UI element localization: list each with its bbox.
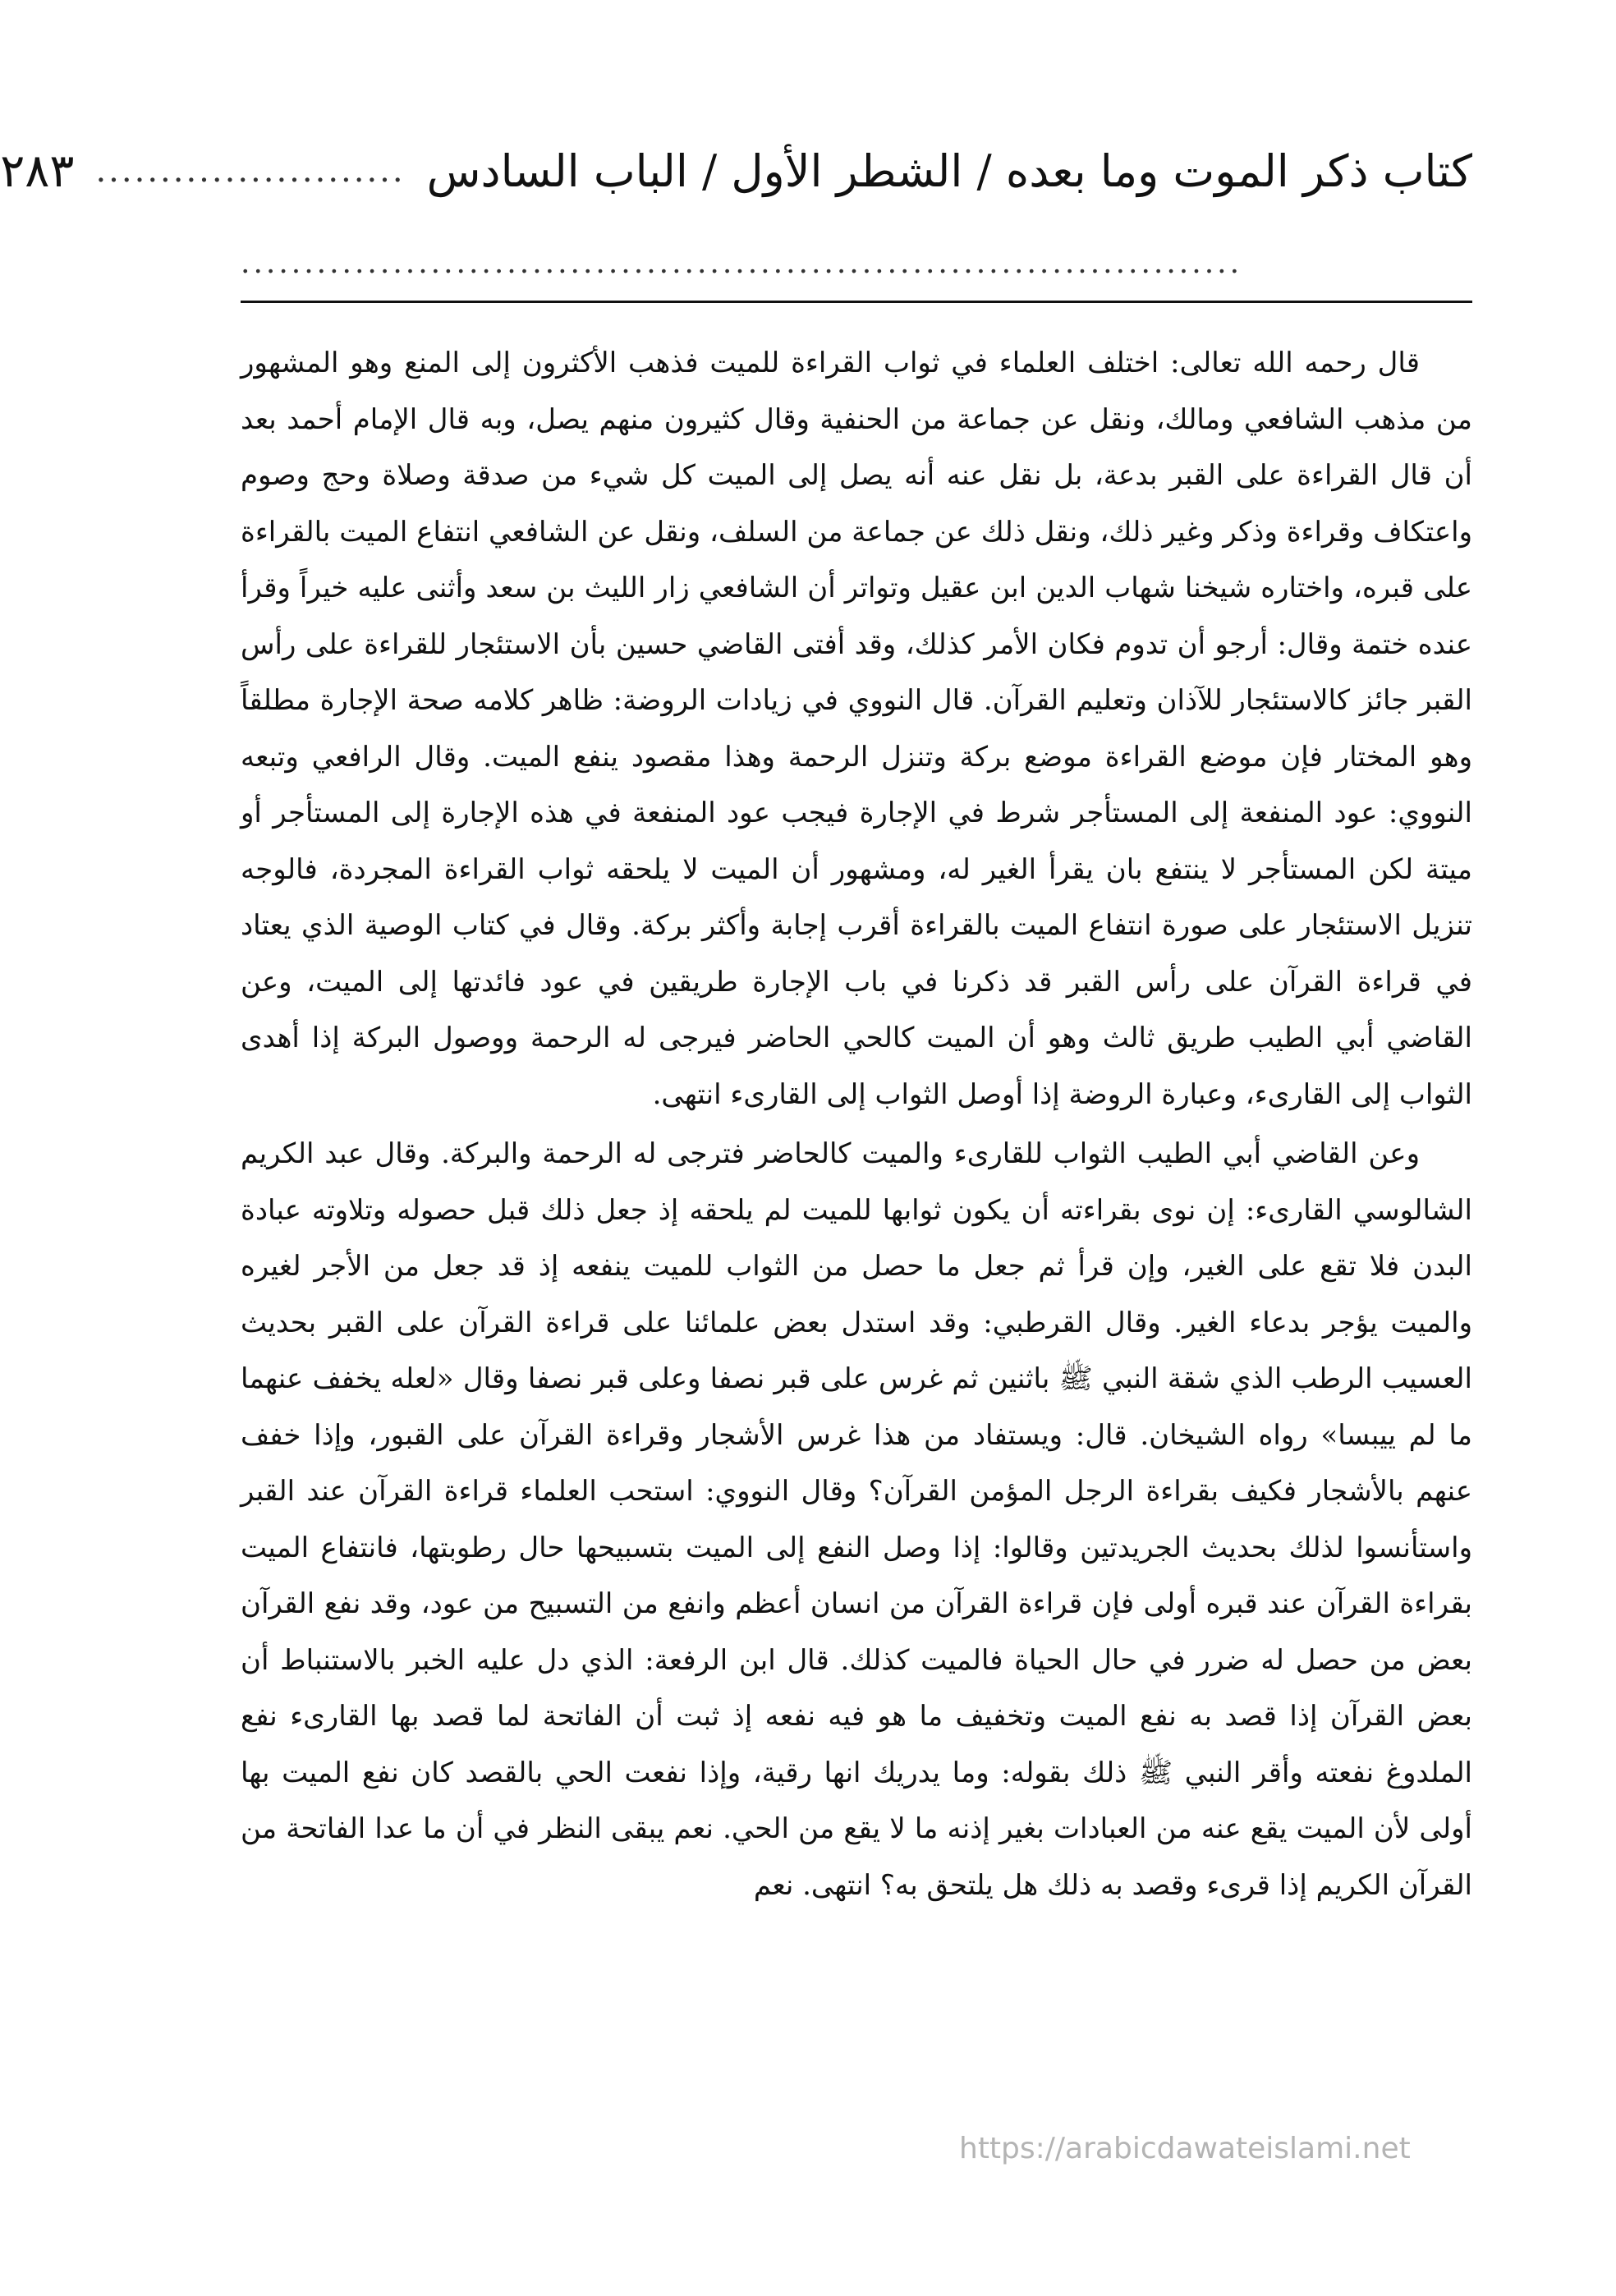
body-text [241, 335, 1472, 1913]
header-title: كتاب ذكر الموت وما بعده / الشطر الأول / الباب السادس [426, 145, 1472, 197]
running-header [0, 138, 1472, 204]
header-rule [241, 301, 1472, 303]
header-leader-dots: ........................ [95, 152, 406, 190]
paragraph-1: قال رحمه الله تعالى: اختلف العلماء في ثواب القراءة للميت فذهب الأكثرون إلى المنع وهو المشهور من مذهب الشافعي ومالك، ونقل عن جماعة من الحنفية وقال كثيرون منهم يصل، وبه قال الإمام أحمد بعد أن قال القراءة على القبر بدعة، بل نقل عنه أنه يصل إلى الميت كل شيء من صدقة وصلاة وحج وصوم واعتكاف وقراءة وذكر وغير ذلك، ونقل ذلك عن جماعة من السلف، ونقل عن الشافعي انتفاع الميت بالقراءة على قبره، واختاره شيخنا شهاب الدين ابن عقيل وتواتر أن الشافعي زار الليث بن سعد وأثنى عليه خيراً وقرأ عنده ختمة وقال: أرجو أن تدوم فكان الأمر كذلك، وقد أفتى القاضي حسين بأن الاستئجار للقراءة على رأس القبر جائز كالاستئجار للآذان وتعليم القرآن. قال النووي في زيادات الروضة: ظاهر كلامه صحة الإجارة مطلقاً وهو المختار فإن موضع القراءة موضع بركة وتنزل الرحمة وهذا مقصود ينفع الميت. وقال الرافعي وتبعه النووي: عود المنفعة إلى المستأجر شرط في الإجارة فيجب عود المنفعة في هذه الإجارة إلى المستأجر أو ميتة لكن المستأجر لا ينتفع بان يقرأ الغير له، ومشهور أن الميت لا يلحقه ثواب القراءة المجردة، فالوجه تنزيل الاستئجار على صورة انتفاع الميت بالقراءة أقرب إجابة وأكثر بركة. وقال في كتاب الوصية الذي يعتاد في قراءة القرآن على رأس القبر قد ذكرنا في باب الإجارة طريقين في عود فائدتها إلى الميت، وعن القاضي أبي الطيب طريق ثالث وهو أن الميت كالحي الحاضر فيرجى له الرحمة ووصول البركة إذا أهدى الثواب إلى القارىء، وعبارة الروضة إذا أوصل الثواب إلى القارىء انتهى. [241, 347, 1472, 1111]
header-dotted-line: ............................................................................... [241, 246, 1243, 280]
watermark-url: https://arabicdawateislami.net [959, 2132, 1411, 2165]
paragraph-2: وعن القاضي أبي الطيب الثواب للقارىء والميت كالحاضر فترجى له الرحمة والبركة. وقال عبد الكريم الشالوسي القارىء: إن نوى بقراءته أن يكون ثوابها للميت لم يلحقه إذ جعل ذلك قبل حصوله وتلاوته عبادة البدن فلا تقع على الغير، وإن قرأ ثم جعل ما حصل من الثواب للميت ينفعه إذ قد جعل من الأجر لغيره والميت يؤجر بدعاء الغير. وقال القرطبي: وقد استدل بعض علمائنا على قراءة القرآن على القبر بحديث العسيب الرطب الذي شقة النبي ﷺ باثنين ثم غرس على قبر نصفا وعلى قبر نصفا وقال «لعله يخفف عنهما ما لم ييبسا» رواه الشيخان. قال: ويستفاد من هذا غرس الأشجار وقراءة القرآن على القبور، وإذا خفف عنهم بالأشجار فكيف بقراءة الرجل المؤمن القرآن؟ وقال النووي: استحب العلماء قراءة القرآن عند القبر واستأنسوا لذلك بحديث الجريدتين وقالوا: إذا وصل النفع إلى الميت بتسبيحها حال رطوبتها، فانتفاع الميت بقراءة القرآن عند قبره أولى فإن قراءة القرآن من انسان أعظم وانفع من التسبيح من عود، وقد نفع القرآن بعض من حصل له ضرر في حال الحياة فالميت كذلك. قال ابن الرفعة: الذي دل عليه الخبر بالاستنباط أن بعض القرآن إذا قصد به نفع الميت وتخفيف ما هو فيه نفعه إذ ثبت أن الفاتحة لما قصد بها القارىء نفع الملدوغ نفعته وأقر النبي ﷺ ذلك بقوله: وما يدريك انها رقية، وإذا نفعت الحي بالقصد كان نفع الميت بها أولى لأن الميت يقع عنه من العبادات بغير إذنه ما لا يقع من الحي. نعم يبقى النظر في أن ما عدا الفاتحة من القرآن الكريم إذا قرىء وقصد به ذلك هل يلتحق به؟ انتهى. نعم [241, 1137, 1472, 1902]
page-number: ٢٨٣ [0, 144, 75, 198]
